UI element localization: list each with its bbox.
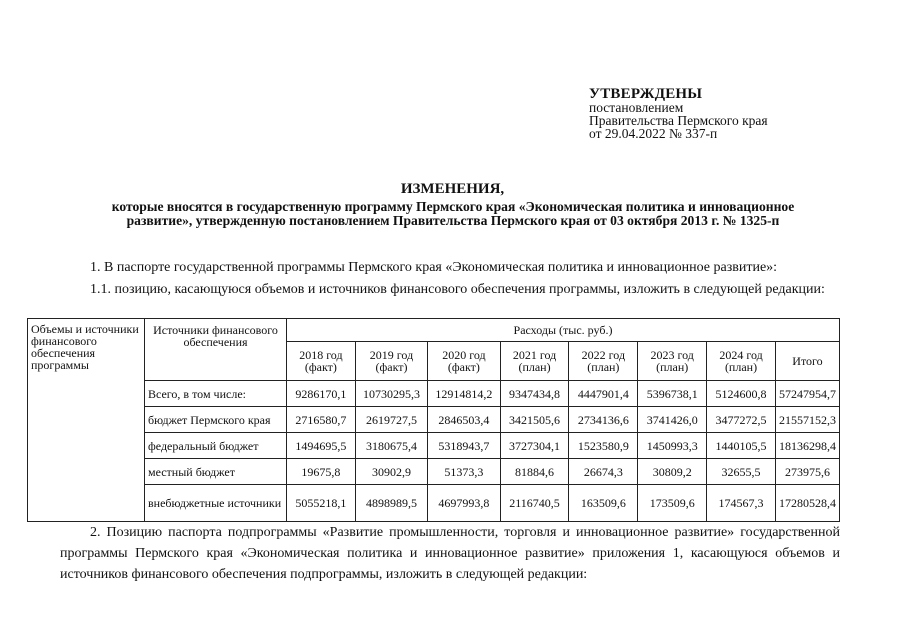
- row-source: Всего, в том числе:: [145, 381, 287, 407]
- year-header: 2021 год (план): [500, 342, 569, 381]
- table-row: [28, 485, 840, 522]
- expenses-header: Расходы (тыс. руб.): [287, 319, 840, 342]
- row-value: 2619727,5: [355, 407, 427, 433]
- row-value: 3741426,0: [638, 407, 707, 433]
- row-value: 3477272,5: [707, 407, 776, 433]
- row-value: 5124600,8: [707, 381, 776, 407]
- paragraph-1-1: 1.1. позицию, касающуюся объемов и источников финансового обеспечения программы, изложить в следующей редакции:: [90, 282, 825, 297]
- row-value: 5396738,1: [638, 381, 707, 407]
- row-value: 30809,2: [638, 459, 707, 485]
- table-row: [28, 381, 840, 407]
- row-value: 30902,9: [355, 459, 427, 485]
- row-value: 4898989,5: [355, 485, 427, 522]
- document-title: ИЗМЕНЕНИЯ,: [400, 181, 505, 197]
- row-value: 1523580,9: [569, 433, 638, 459]
- row-value: 1494695,5: [287, 433, 356, 459]
- row-total: 57247954,7: [775, 381, 839, 407]
- financing-table: [27, 318, 840, 522]
- row-value: 2116740,5: [500, 485, 569, 522]
- row-value: 2716580,7: [287, 407, 356, 433]
- row-value: 81884,6: [500, 459, 569, 485]
- row-source: бюджет Пермского края: [145, 407, 287, 433]
- subtitle-line-2: развитие», утвержденную постановлением Правительства Пермского края от 03 октября 2013 г. № 1325-п: [126, 213, 780, 228]
- approval-heading: УТВЕРЖДЕНЫ: [589, 86, 703, 102]
- table-col2-header: Источники финансового обеспечения: [145, 319, 287, 381]
- row-value: 5318943,7: [428, 433, 500, 459]
- year-header: 2018 год (факт): [287, 342, 356, 381]
- row-value: 9286170,1: [287, 381, 356, 407]
- year-header: 2022 год (план): [569, 342, 638, 381]
- paragraph-1: 1. В паспорте государственной программы Пермского края «Экономическая политика и инновационное развитие»:: [90, 260, 778, 275]
- year-header: 2024 год (план): [707, 342, 776, 381]
- row-value: 3180675,4: [355, 433, 427, 459]
- approval-line-1: постановлением: [589, 100, 684, 115]
- year-header: 2020 год (факт): [428, 342, 500, 381]
- approval-block: [589, 88, 768, 140]
- row-value: 10730295,3: [355, 381, 427, 407]
- year-header: 2019 год (факт): [355, 342, 427, 381]
- row-value: 5055218,1: [287, 485, 356, 522]
- table-row: [28, 459, 840, 485]
- table-row: [28, 407, 840, 433]
- row-value: 3421505,6: [500, 407, 569, 433]
- paragraph-2: 2. Позицию паспорта подпрограммы «Развитие промышленности, торговля и инновационное развитие» государственной программы Пермского края «Экономическая политика и инновационное развитие» приложения 1, касающуюся объемов и источников финансового обеспечения подпрограммы, изложить в следующей редакции:: [60, 525, 840, 582]
- row-value: 173509,6: [638, 485, 707, 522]
- row-value: 163509,6: [569, 485, 638, 522]
- row-value: 26674,3: [569, 459, 638, 485]
- row-total: 18136298,4: [775, 433, 839, 459]
- row-value: 9347434,8: [500, 381, 569, 407]
- row-value: 4697993,8: [428, 485, 500, 522]
- row-value: 2846503,4: [428, 407, 500, 433]
- subtitle-line-1: которые вносятся в государственную программу Пермского края «Экономическая политика и инновационное: [111, 199, 795, 214]
- total-header: Итого: [775, 342, 839, 381]
- table-row: [28, 433, 840, 459]
- row-value: 1450993,3: [638, 433, 707, 459]
- row-value: 51373,3: [428, 459, 500, 485]
- row-total: 17280528,4: [775, 485, 839, 522]
- row-total: 21557152,3: [775, 407, 839, 433]
- table-header-row-1: [28, 319, 840, 342]
- year-header: 2023 год (план): [638, 342, 707, 381]
- row-value: 2734136,6: [569, 407, 638, 433]
- row-value: 1440105,5: [707, 433, 776, 459]
- approval-line-2: Правительства Пермского края: [589, 113, 768, 128]
- row-value: 174567,3: [707, 485, 776, 522]
- row-value: 3727304,1: [500, 433, 569, 459]
- row-value: 19675,8: [287, 459, 356, 485]
- row-value: 4447901,4: [569, 381, 638, 407]
- table-col1-header: Объемы и источники финансового обеспечения программы: [28, 319, 145, 522]
- row-value: 32655,5: [707, 459, 776, 485]
- approval-line-3: от 29.04.2022 № 337-п: [589, 126, 718, 141]
- row-value: 12914814,2: [428, 381, 500, 407]
- row-source: внебюджетные источники: [145, 485, 287, 522]
- row-source: федеральный бюджет: [145, 433, 287, 459]
- row-source: местный бюджет: [145, 459, 287, 485]
- row-total: 273975,6: [775, 459, 839, 485]
- document-subtitle: [60, 200, 846, 228]
